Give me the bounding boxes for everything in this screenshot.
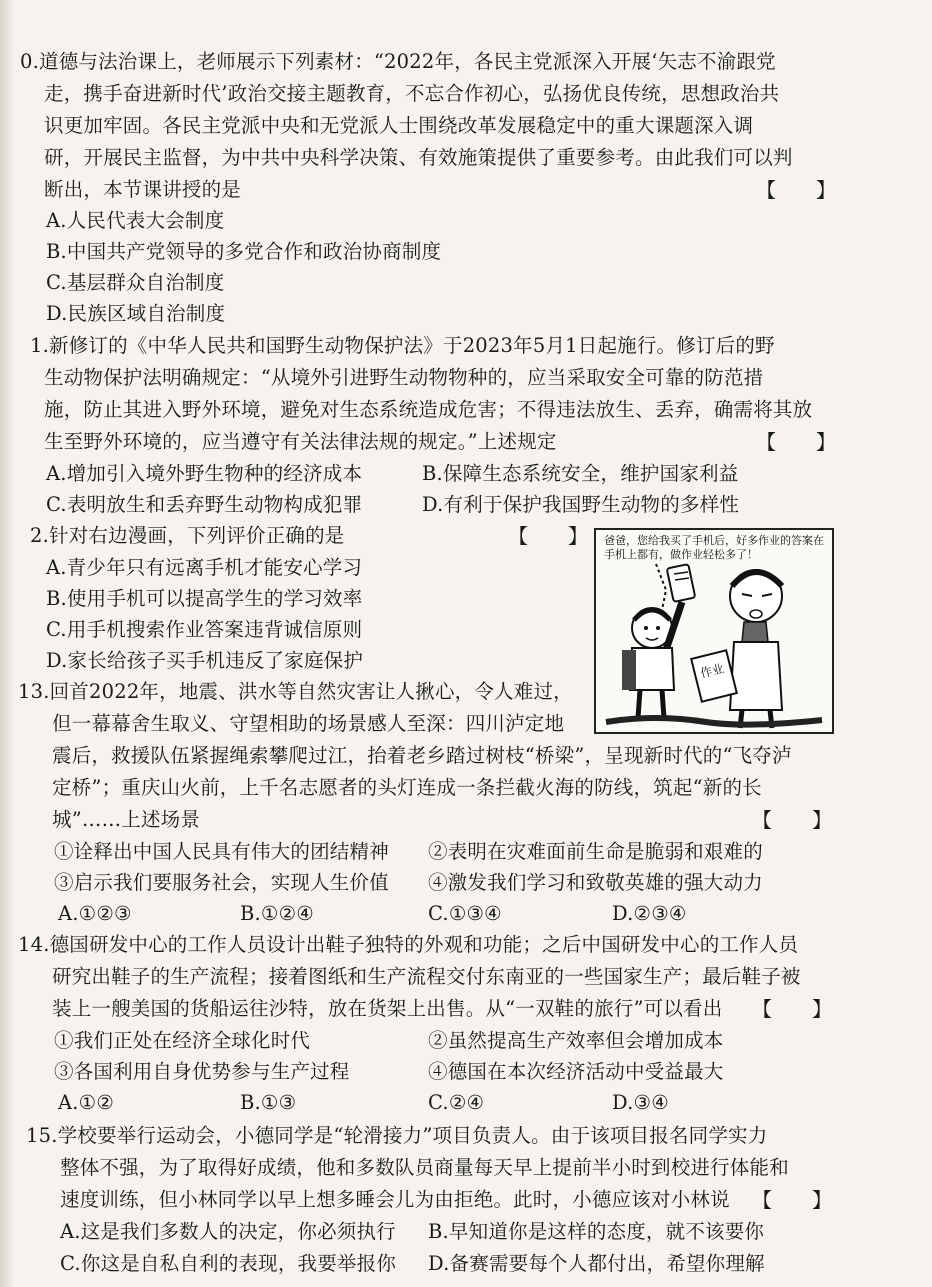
option-a: A.青少年只有远离手机才能安心学习 <box>46 556 363 579</box>
question-text-line: 生至野外环境的，应当遵守有关法律法规的规定。”上述规定 <box>44 430 557 453</box>
question-text-line: 断出，本节课讲授的是 <box>44 178 242 201</box>
option-b: B.①③ <box>240 1091 297 1114</box>
question-text-line: 施，防止其进入野外环境，避免对生态系统造成危害；不得违法放生、丢弃，确需将其放 <box>44 398 813 421</box>
question-text-line: 研究出鞋子的生产流程；接着图纸和生产流程交付东南亚的一些国家生产；最后鞋子被 <box>52 965 801 988</box>
question-text-line: 2.针对右边漫画，下列评价正确的是 <box>30 524 345 547</box>
question-text-line: 走，携手奋进新时代’政治交接主题教育，不忘合作初心，弘扬优良传统，思想政治共 <box>44 82 780 105</box>
option-d: D.③④ <box>612 1091 669 1114</box>
answer-bracket: 【 】 <box>756 430 836 454</box>
option-c: C.表明放生和丢弃野生动物构成犯罪 <box>46 493 363 516</box>
question-text-line: 定桥”；重庆山火前，上千名志愿者的头灯连成一条拦截火海的防线，筑起“新的长 <box>52 776 762 799</box>
option-c: C.你这是自私自利的表现，我要举报你 <box>60 1252 397 1275</box>
statement-4: ④激发我们学习和致敬英雄的强大动力 <box>428 871 763 894</box>
statement-3: ③各国利用自身优势参与生产过程 <box>54 1060 350 1083</box>
question-text-line: 15.学校要举行运动会，小德同学是“轮滑接力”项目负责人。由于该项目报名同学实力 <box>26 1124 768 1147</box>
answer-bracket: 【 】 <box>756 178 836 202</box>
question-text-line: 识更加牢固。各民主党派中央和无党派人士围绕改革发展稳定中的重大课题深入调 <box>44 114 754 137</box>
cartoon-image <box>594 528 834 734</box>
question-text-line: 研，开展民主监督，为中共中央科学决策、有效施策提供了重要参考。由此我们可以判 <box>44 146 793 169</box>
statement-3: ③启示我们要服务社会，实现人生价值 <box>54 871 389 894</box>
option-c: C.用手机搜索作业答案违背诚信原则 <box>46 618 363 641</box>
answer-bracket: 【 】 <box>508 524 588 548</box>
answer-bracket: 【 】 <box>752 997 832 1021</box>
option-b: B.早知道你是这样的态度，就不该要你 <box>428 1220 765 1243</box>
question-text-line: 但一幕幕舍生取义、守望相助的场景感人至深：四川泸定地 <box>52 712 565 735</box>
option-d: D.备赛需要每个人都付出，希望你理解 <box>428 1252 765 1275</box>
question-text-line: 城”……上述场景 <box>52 808 201 831</box>
cartoon-paper-label: 作业 <box>698 661 726 681</box>
question-text-line: 速度训练，但小林同学以早上想多睡会儿为由拒绝。此时，小德应该对小林说 <box>60 1188 730 1211</box>
option-a: A.人民代表大会制度 <box>46 209 225 232</box>
option-a: A.①②③ <box>58 902 132 925</box>
page-edge-shadow <box>0 0 14 1287</box>
question-text-line: 装上一艘美国的货船运往沙特，放在货架上出售。从“一双鞋的旅行”可以看出 <box>52 997 723 1020</box>
statement-4: ④德国在本次经济活动中受益最大 <box>428 1060 724 1083</box>
statement-1: ①诠释出中国人民具有伟大的团结精神 <box>54 840 389 863</box>
option-c: C.②④ <box>428 1091 485 1114</box>
option-a: A.①② <box>58 1091 115 1114</box>
option-a: A.这是我们多数人的决定，你必须执行 <box>60 1220 396 1243</box>
option-d: D.有利于保护我国野生动物的多样性 <box>422 493 740 516</box>
option-b: B.使用手机可以提高学生的学习效率 <box>46 587 363 610</box>
statement-2: ②虽然提高生产效率但会增加成本 <box>428 1029 724 1052</box>
cartoon-speech-bubble: 爸爸，您给我买了手机后，好多作业的答案在手机上都有，做作业轻松多了！ <box>604 534 824 561</box>
statement-1: ①我们正处在经济全球化时代 <box>54 1029 311 1052</box>
answer-bracket: 【 】 <box>752 1188 832 1212</box>
option-c: C.基层群众自治制度 <box>46 271 225 294</box>
question-text-line: 14.德国研发中心的工作人员设计出鞋子独特的外观和功能；之后中国研发中心的工作人员 <box>18 933 799 956</box>
statement-2: ②表明在灾难面前生命是脆弱和艰难的 <box>428 840 763 863</box>
question-text-line: 震后，救援队伍紧握绳索攀爬过江，抬着老乡踏过树枝“桥梁”，呈现新时代的“飞夺泸 <box>52 744 792 767</box>
option-a: A.增加引入境外野生物种的经济成本 <box>46 462 363 485</box>
question-text-line: 生动物保护法明确规定：“从境外引进野生动物物种的，应当采取安全可靠的防范措 <box>44 366 764 389</box>
option-b: B.①②④ <box>240 902 314 925</box>
option-b: B.保障生态系统安全，维护国家利益 <box>422 462 739 485</box>
option-c: C.①③④ <box>428 902 502 925</box>
option-b: B.中国共产党领导的多党合作和政治协商制度 <box>46 240 442 263</box>
question-text-line: 0.道德与法治课上，老师展示下列素材：“2022年，各民主党派深入开展‘矢志不渝跟党 <box>20 50 776 73</box>
question-text-line: 整体不强，为了取得好成绩，他和多数队员商量每天早上提前半小时到校进行体能和 <box>60 1156 789 1179</box>
option-d: D.②③④ <box>612 902 687 925</box>
answer-bracket: 【 】 <box>752 808 832 832</box>
question-text-line: 1.新修订的《中华人民共和国野生动物保护法》于2023年5月1日起施行。修订后的野 <box>30 334 775 357</box>
option-d: D.家长给孩子买手机违反了家庭保护 <box>46 649 364 672</box>
question-text-line: 13.回首2022年，地震、洪水等自然灾害让人揪心，令人难过， <box>18 680 573 703</box>
option-d: D.民族区域自治制度 <box>46 302 226 325</box>
